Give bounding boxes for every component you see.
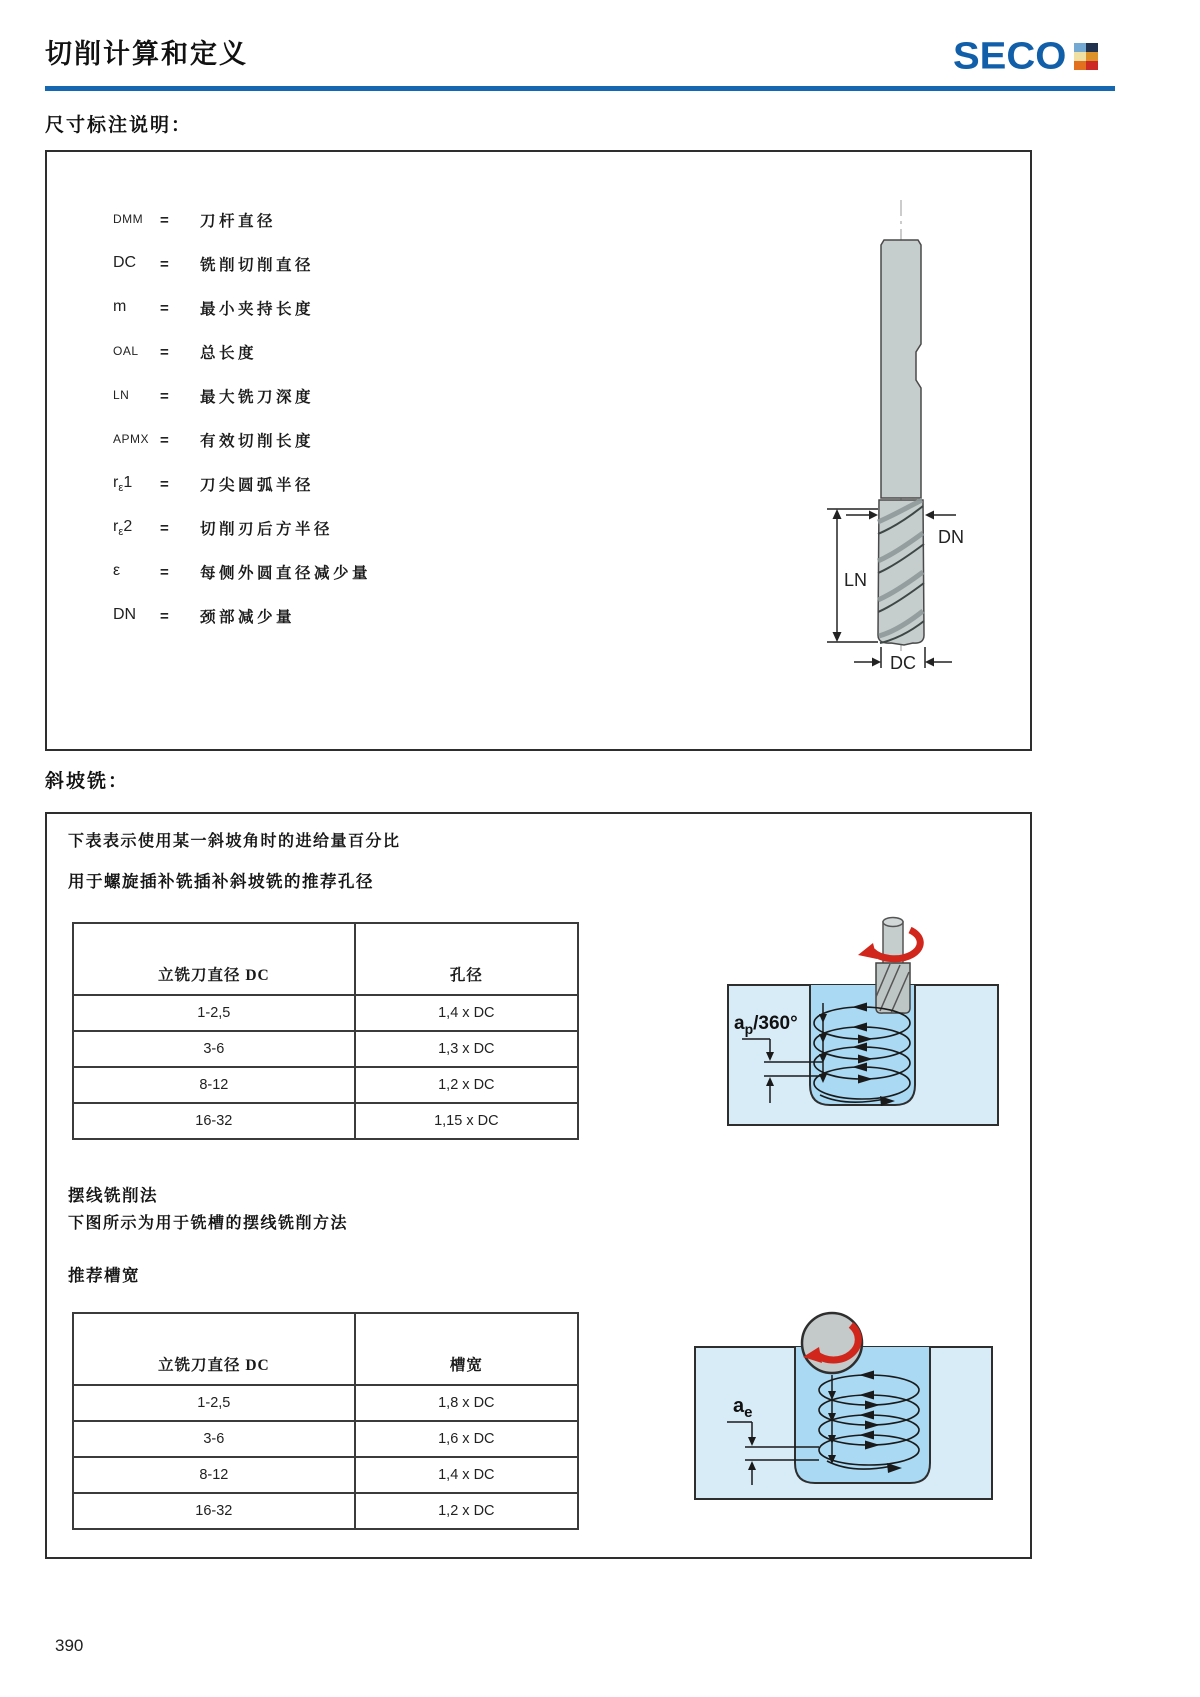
equals-sign: = xyxy=(160,475,169,493)
definition-symbol: m xyxy=(113,297,127,315)
label-dn: DN xyxy=(938,527,964,547)
definition-description: 刀尖圆弧半径 xyxy=(200,477,315,494)
definition-description: 切削刃后方半径 xyxy=(200,521,334,538)
cell-cutter-diameter: 8-12 xyxy=(74,1458,356,1492)
cell-cutter-diameter: 3-6 xyxy=(74,1422,356,1456)
slot-width-heading: 推荐槽宽 xyxy=(68,1266,140,1285)
cell-bore-diameter: 1,3 x DC xyxy=(438,1041,495,1057)
cell-slot-width: 1,2 x DC xyxy=(438,1503,495,1519)
equals-sign: = xyxy=(160,431,169,449)
dimension-notation-heading: 尺寸标注说明： xyxy=(45,115,193,136)
cell-slot-width: 1,4 x DC xyxy=(438,1467,495,1483)
seco-logo xyxy=(953,35,1098,77)
header-divider xyxy=(45,86,1115,91)
slot-width-table xyxy=(72,1312,579,1530)
cell-cutter-diameter: 1-2,5 xyxy=(74,1386,356,1420)
definition-row xyxy=(113,286,371,330)
definition-row xyxy=(113,242,371,286)
cell-cutter-diameter: 16-32 xyxy=(74,1494,356,1528)
cell-bore-diameter: 1,15 x DC xyxy=(434,1113,499,1129)
definition-row xyxy=(113,374,371,418)
cell-cutter-diameter: 8-12 xyxy=(74,1068,356,1102)
ramping-intro-text: 下表表示使用某一斜坡角时的进给量百分比 xyxy=(68,833,401,850)
equals-sign: = xyxy=(160,563,169,581)
equals-sign: = xyxy=(160,255,169,273)
definition-description: 颈部减少量 xyxy=(200,609,296,626)
definition-description: 刀杆直径 xyxy=(200,213,277,230)
col-header-bore-diameter: 孔径 xyxy=(449,967,483,984)
trochoidal-description: 下图所示为用于铣槽的摆线铣削方法 xyxy=(68,1215,349,1232)
cell-slot-width: 1,8 x DC xyxy=(438,1395,495,1411)
equals-sign: = xyxy=(160,607,169,625)
ramping-heading: 斜坡铣： xyxy=(45,771,130,792)
table-row xyxy=(74,1104,577,1138)
seco-logo-color-block-icon xyxy=(1074,43,1098,70)
definition-description: 总长度 xyxy=(200,345,258,362)
definition-row xyxy=(113,550,371,594)
cell-cutter-diameter: 1-2,5 xyxy=(74,996,356,1030)
cell-cutter-diameter: 3-6 xyxy=(74,1032,356,1066)
col-header-cutter-diameter: 立铣刀直径 DC xyxy=(74,924,356,994)
col-header-cutter-diameter: 立铣刀直径 DC xyxy=(74,1314,356,1384)
page-title: 切削计算和定义 xyxy=(45,39,248,69)
label-ap-360: $a_p/360^\circ$ xyxy=(734,1013,798,1037)
table-row xyxy=(74,1386,577,1422)
definition-row xyxy=(113,506,371,550)
cell-slot-width: 1,6 x DC xyxy=(438,1431,495,1447)
definition-row xyxy=(113,198,371,242)
definition-description: 有效切削长度 xyxy=(200,433,315,450)
table-row xyxy=(74,996,577,1032)
equals-sign: = xyxy=(160,211,169,229)
equals-sign: = xyxy=(160,519,169,537)
definition-row xyxy=(113,594,371,638)
definition-row xyxy=(113,330,371,374)
table-row xyxy=(74,1458,577,1494)
col-header-slot-width: 槽宽 xyxy=(449,1357,483,1374)
table-row xyxy=(74,1068,577,1104)
label-ae: $a_e$ xyxy=(733,1395,753,1421)
bore-diameter-table xyxy=(72,922,579,1140)
page-number: 390 xyxy=(55,1636,84,1655)
table-row xyxy=(74,1422,577,1458)
definition-symbol: DMM xyxy=(113,211,144,226)
table-row xyxy=(74,1494,577,1528)
trochoidal-milling-diagram xyxy=(640,1300,1010,1505)
definition-description: 最大铣刀深度 xyxy=(200,389,315,406)
definition-symbol: APMX xyxy=(113,431,150,446)
definition-symbol: ε xyxy=(113,561,121,579)
definition-symbol: OAL xyxy=(113,343,139,358)
definition-description: 铣削切削直径 xyxy=(200,257,315,274)
cell-cutter-diameter: 16-32 xyxy=(74,1104,356,1138)
definition-row xyxy=(113,462,371,506)
definition-description: 每侧外圆直径减少量 xyxy=(200,565,372,582)
definition-symbol: DC xyxy=(113,253,137,271)
equals-sign: = xyxy=(160,343,169,361)
definition-description: 最小夹持长度 xyxy=(200,301,315,318)
label-ln: LN xyxy=(844,570,868,590)
end-mill-diagram xyxy=(750,192,980,670)
definition-symbol: LN xyxy=(113,387,130,402)
table-row xyxy=(74,1032,577,1068)
dimension-definitions-list xyxy=(113,198,371,638)
equals-sign: = xyxy=(160,387,169,405)
bore-diameter-heading: 用于螺旋插补铣插补斜坡铣的推荐孔径 xyxy=(68,872,374,891)
definition-row xyxy=(113,418,371,462)
cell-bore-diameter: 1,2 x DC xyxy=(438,1077,495,1093)
label-dc: DC xyxy=(890,653,916,670)
seco-logo-text: SECO xyxy=(953,35,1067,77)
equals-sign: = xyxy=(160,299,169,317)
definition-symbol: DN xyxy=(113,605,137,623)
definition-symbol: $r_\varepsilon 2$ xyxy=(113,517,133,539)
trochoidal-heading: 摆线铣削法 xyxy=(68,1186,158,1205)
cell-bore-diameter: 1,4 x DC xyxy=(438,1005,495,1021)
helical-interpolation-diagram xyxy=(670,845,1020,1137)
definition-symbol: $r_\varepsilon 1$ xyxy=(113,473,133,495)
